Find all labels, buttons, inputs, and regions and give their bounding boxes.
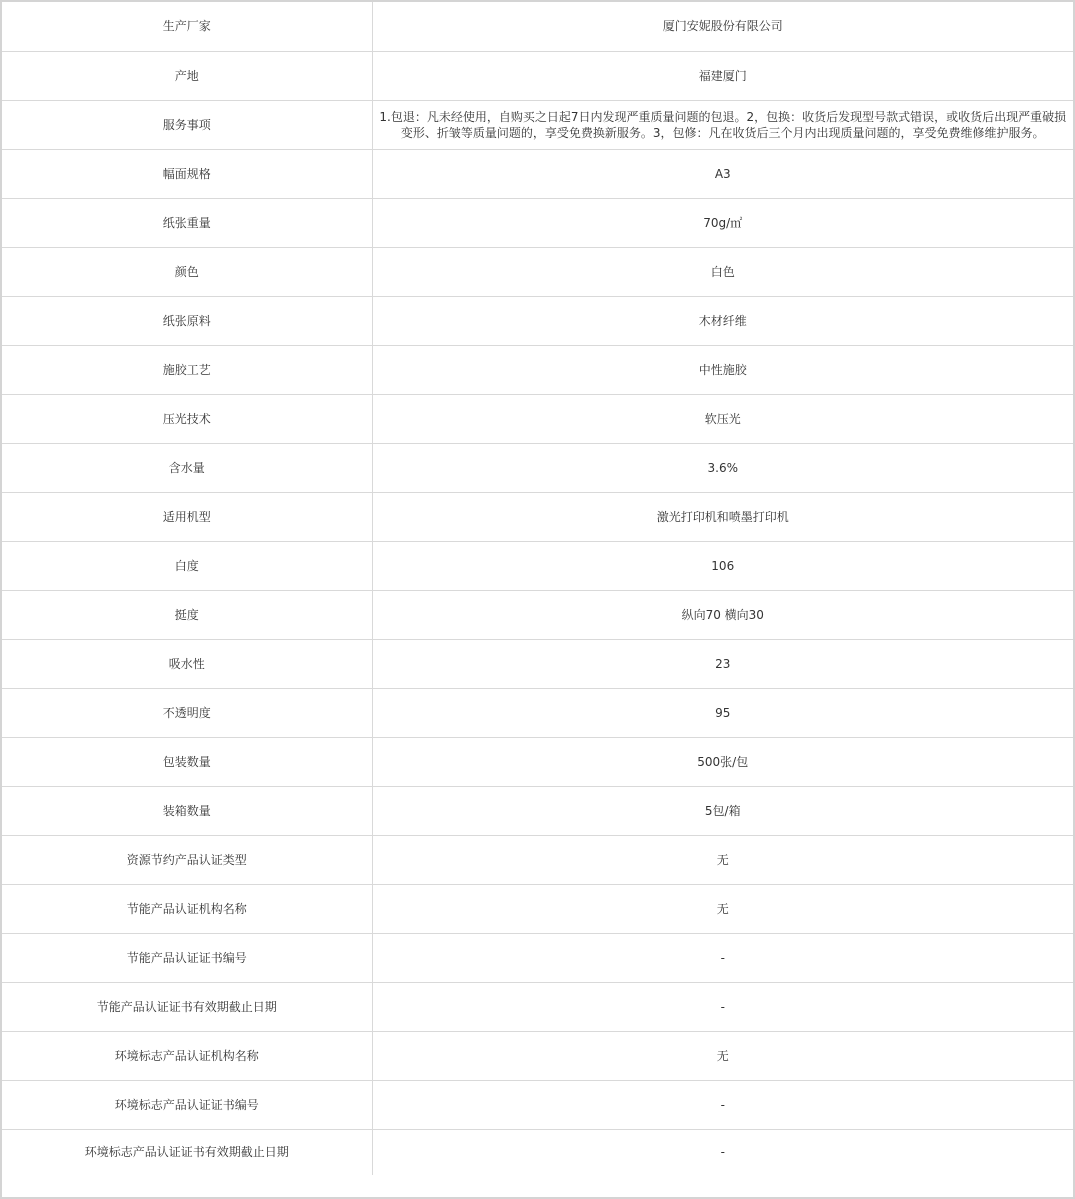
spec-value: 500张/包	[372, 737, 1073, 786]
spec-value: 纵向70 横向30	[372, 590, 1073, 639]
spec-label: 节能产品认证证书有效期截止日期	[2, 982, 372, 1031]
spec-value: -	[372, 982, 1073, 1031]
spec-label: 幅面规格	[2, 149, 372, 198]
spec-value: 23	[372, 639, 1073, 688]
spec-label: 施胶工艺	[2, 345, 372, 394]
spec-value: 95	[372, 688, 1073, 737]
spec-row-box-qty	[2, 786, 1073, 835]
spec-value: 白色	[372, 247, 1073, 296]
spec-value: 无	[372, 884, 1073, 933]
spec-value: 1.包退：凡未经使用，自购买之日起7日内发现严重质量问题的包退。2，包换：收货后发现型号款式错误，或收货后出现严重破损变形、折皱等质量问题的，享受免费换新服务。3，包修：凡在收货后三个月内出现质量问题的，享受免费维修维护服务。	[372, 100, 1073, 149]
spec-value: 106	[372, 541, 1073, 590]
spec-value: 激光打印机和喷墨打印机	[372, 492, 1073, 541]
spec-label: 纸张原料	[2, 296, 372, 345]
spec-value: 3.6%	[372, 443, 1073, 492]
spec-row-energy-cert-number	[2, 933, 1073, 982]
spec-row-eco-cert-expiry	[2, 1129, 1073, 1175]
spec-row-service	[2, 100, 1073, 149]
spec-value: -	[372, 933, 1073, 982]
spec-table-body	[2, 2, 1073, 1175]
spec-row-eco-cert-body	[2, 1031, 1073, 1080]
spec-row-eco-cert-number	[2, 1080, 1073, 1129]
spec-label: 含水量	[2, 443, 372, 492]
spec-label: 包装数量	[2, 737, 372, 786]
spec-row-absorbency	[2, 639, 1073, 688]
spec-value: 无	[372, 1031, 1073, 1080]
spec-label: 吸水性	[2, 639, 372, 688]
spec-label: 纸张重量	[2, 198, 372, 247]
spec-value: 中性施胶	[372, 345, 1073, 394]
spec-label: 装箱数量	[2, 786, 372, 835]
spec-label: 环境标志产品认证证书有效期截止日期	[2, 1129, 372, 1175]
spec-value: 70g/㎡	[372, 198, 1073, 247]
spec-row-color	[2, 247, 1073, 296]
spec-row-stiffness	[2, 590, 1073, 639]
spec-value: A3	[372, 149, 1073, 198]
spec-row-size	[2, 149, 1073, 198]
spec-value: 软压光	[372, 394, 1073, 443]
spec-label: 压光技术	[2, 394, 372, 443]
spec-value: 无	[372, 835, 1073, 884]
spec-row-sizing	[2, 345, 1073, 394]
spec-label: 适用机型	[2, 492, 372, 541]
spec-row-manufacturer	[2, 2, 1073, 51]
spec-row-printer	[2, 492, 1073, 541]
spec-row-origin	[2, 51, 1073, 100]
spec-label: 生产厂家	[2, 2, 372, 51]
spec-label: 不透明度	[2, 688, 372, 737]
spec-label: 节能产品认证机构名称	[2, 884, 372, 933]
spec-label: 颜色	[2, 247, 372, 296]
spec-label: 环境标志产品认证证书编号	[2, 1080, 372, 1129]
spec-row-opacity	[2, 688, 1073, 737]
spec-row-weight	[2, 198, 1073, 247]
spec-row-calendering	[2, 394, 1073, 443]
spec-label: 挺度	[2, 590, 372, 639]
spec-row-material	[2, 296, 1073, 345]
spec-value: -	[372, 1129, 1073, 1175]
spec-table	[2, 2, 1073, 1175]
spec-row-resource-cert-type	[2, 835, 1073, 884]
spec-value: -	[372, 1080, 1073, 1129]
spec-label: 白度	[2, 541, 372, 590]
spec-label: 资源节约产品认证类型	[2, 835, 372, 884]
spec-label: 节能产品认证证书编号	[2, 933, 372, 982]
spec-row-energy-cert-expiry	[2, 982, 1073, 1031]
spec-label: 服务事项	[2, 100, 372, 149]
spec-label: 环境标志产品认证机构名称	[2, 1031, 372, 1080]
spec-row-pack-qty	[2, 737, 1073, 786]
spec-row-moisture	[2, 443, 1073, 492]
spec-value: 5包/箱	[372, 786, 1073, 835]
spec-value: 福建厦门	[372, 51, 1073, 100]
spec-value: 厦门安妮股份有限公司	[662, 19, 783, 34]
spec-row-energy-cert-body	[2, 884, 1073, 933]
spec-value: 木材纤维	[372, 296, 1073, 345]
spec-row-whiteness	[2, 541, 1073, 590]
spec-label: 产地	[2, 51, 372, 100]
